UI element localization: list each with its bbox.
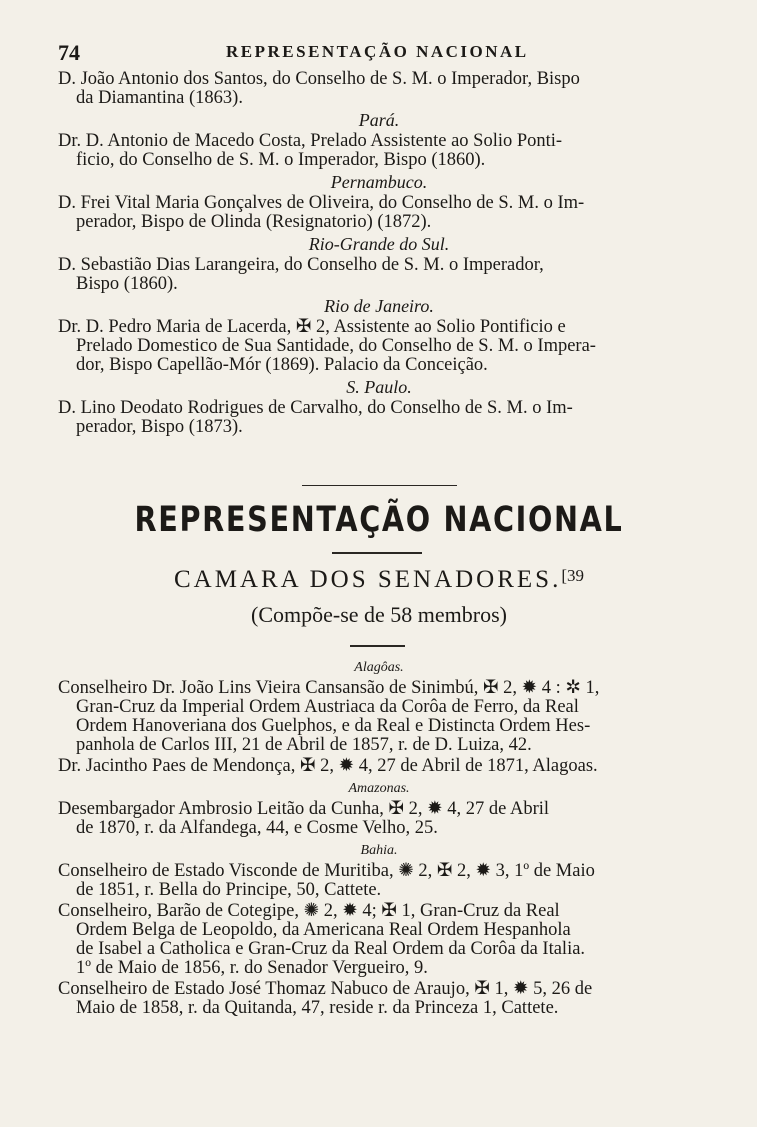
title-underline	[332, 552, 422, 554]
running-title: REPRESENTAÇÃO NACIONAL	[226, 42, 529, 61]
region-heading-amazonas: Amazonas.	[348, 781, 410, 796]
bishops-section	[58, 70, 700, 439]
entry-senator-cunha: Desembargador Ambrosio Leitão da Cunha, ✠ 2, ✹ 4, 27 de Abril de 1870, r. da Alfandega, 44, e Cosme Velho, 25.	[58, 799, 550, 838]
entry-bishop-diamantina: D. João Antonio dos Santos, do Conselho de S. M. o Imperador, Bispo da Diamantina (1863).	[58, 69, 580, 108]
region-heading-bahia: Bahia.	[360, 843, 398, 858]
entry-bishop-para: Dr. D. Antonio de Macedo Costa, Prelado Assistente ao Solio Ponti- ficio, do Conselho de S. M. o Imperador, Bispo (1860).	[58, 131, 563, 170]
section-title: REPRESENTAÇÃO NACIONAL	[134, 500, 624, 540]
region-heading-para: Pará.	[358, 110, 400, 130]
page-number: 74	[58, 40, 80, 65]
entry-senator-mendonca: Dr. Jacintho Paes de Mendonça, ✠ 2, ✹ 4, 27 de Abril de 1871, Alagoas.	[58, 756, 598, 776]
section-subtitle: CAMARA DOS SENADORES.$^{[39}$	[173, 566, 585, 593]
region-heading-alagoas: Alagôas.	[354, 660, 404, 675]
entry-senator-muritiba: Conselheiro de Estado Visconde de Muritiba, ✺ 2, ✠ 2, ✹ 3, 1º de Maio de 1851, r. Bella do Principe, 50, Cattete.	[58, 861, 595, 900]
region-heading-sao-paulo: S. Paulo.	[346, 377, 412, 397]
entry-bishop-rio-grande: D. Sebastião Dias Larangeira, do Conselho de S. M. o Imperador, Bispo (1860).	[58, 255, 544, 294]
region-heading-pernambuco: Pernambuco.	[330, 172, 428, 192]
entry-bishop-sao-paulo: D. Lino Deodato Rodrigues de Carvalho, do Conselho de S. M. o Im- perador, Bispo (1873).	[58, 398, 573, 437]
composition-underline	[350, 645, 405, 647]
senators-section	[58, 655, 700, 1020]
page-header	[58, 40, 698, 64]
region-heading-rio-grande: Rio-Grande do Sul.	[308, 234, 450, 254]
entry-senator-cotegipe: Conselheiro, Barão de Cotegipe, ✺ 2, ✹ 4; ✠ 1, Gran-Cruz da Real Ordem Belga de Leopoldo, da Americana Real Ordem Hespanhola de Isabel a Catholica e Gran-Cruz da Real Ordem da Corôa da Italia. 1º de Maio de 1856, r. do Senador Vergueiro, 9.	[58, 901, 586, 978]
composition-note: (Compõe-se de 58 membros)	[251, 602, 507, 627]
region-heading-rio-janeiro: Rio de Janeiro.	[324, 296, 434, 316]
entry-bishop-olinda: D. Frei Vital Maria Gonçalves de Oliveira, do Conselho de S. M. o Im- perador, Bispo de Olinda (Resignatorio) (1872).	[58, 193, 585, 232]
entry-senator-nabuco: Conselheiro de Estado José Thomaz Nabuco de Araujo, ✠ 1, ✹ 5, 26 de Maio de 1858, r. da Quitanda, 47, reside r. da Princeza 1, Cattete.	[58, 979, 593, 1018]
divider-rule	[302, 485, 457, 486]
footnote-marker: [39	[561, 566, 585, 585]
entry-bishop-rio-janeiro: Dr. D. Pedro Maria de Lacerda, ✠ 2, Assistente ao Solio Pontificio e Prelado Domestico de Sua Santidade, do Conselho de S. M. o Impera- dor, Bispo Capellão-Mór (1869). Palacio da Conceição.	[58, 317, 596, 375]
entry-senator-sinimbu: Conselheiro Dr. João Lins Vieira Cansansão de Sinimbú, ✠ 2, ✹ 4 : ✲ 1, Gran-Cruz da Imperial Ordem Austriaca da Corôa de Ferro, da Real Ordem Hanoveriana dos Guelphos, e da Real e Distincta Ordem Hes- panhola de Carlos III, 21 de Abril de 1857, r. de D. Luiza, 42.	[58, 678, 600, 755]
